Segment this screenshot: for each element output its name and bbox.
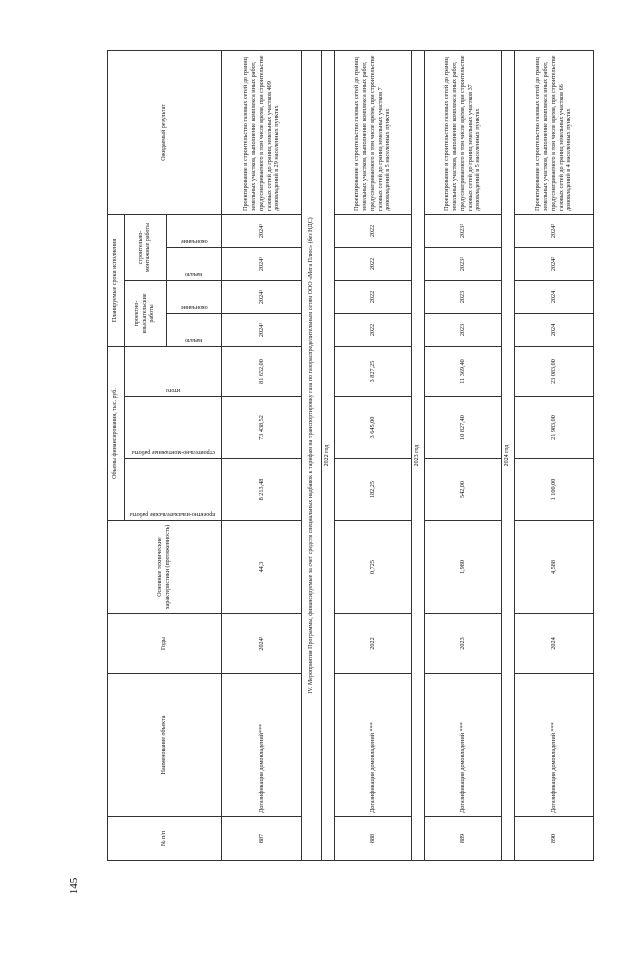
row-construction-start: 2024² (514, 247, 593, 280)
row-fin-design: 1 100,00 (514, 459, 593, 521)
header-characteristics: Основные технические характеристики (протяженность) (108, 521, 222, 614)
header-sched-design: проектно-изыскательские работы (125, 280, 167, 346)
row-design-end: 2023 (424, 280, 501, 313)
header-construction-end: окончание (180, 237, 208, 244)
row-name: Догазификация домовладений *** (334, 674, 411, 817)
row-name: Догазификация домовладений *** (514, 674, 593, 817)
rotated-table-container (107, 51, 594, 861)
row-construction-end: 2022 (334, 214, 411, 247)
header-years: Годы (108, 614, 222, 674)
row-length: 44,3 (222, 521, 302, 614)
page-number: 145 (68, 877, 80, 895)
row-result: Проектирование и строительство газовых сетей до границ земельных участков, выполнение комплекса иных работ, предусматриваемого в том числе время, при строительстве газовых сетей до границ земельных участков 66 домовладений в 4 населенных пунктах (514, 50, 593, 214)
row-fin-construction: 73 438,52 (222, 397, 302, 459)
row-length: 4,588 (514, 521, 593, 614)
row-design-start: 2024¹ (222, 313, 302, 346)
section-title: IV. Мероприятия Программы, финансируемые за счет средств специальных надбавок к тарифам на транспортировку газа по газораспределительным сетям ООО «Мега Плюс» (без НДС) (302, 50, 321, 860)
header-financing: Объемы финансирования, тыс. руб. (108, 346, 125, 520)
row-num: 888 (334, 817, 411, 861)
header-name: Наименование объекта (108, 674, 222, 817)
row-construction-end: 2023² (424, 214, 501, 247)
row-fin-total: 3 827,25 (334, 346, 411, 396)
row-design-end: 2022 (334, 280, 411, 313)
row-year: 2024¹ (222, 614, 302, 674)
table-row (334, 50, 411, 860)
table-row (222, 50, 302, 860)
row-construction-start: 2024¹ (222, 247, 302, 280)
row-fin-construction: 3 645,00 (334, 397, 411, 459)
header-design-end: окончание (180, 303, 208, 310)
row-construction-start: 2022 (334, 247, 411, 280)
row-fin-design: 182,25 (334, 459, 411, 521)
row-num: 889 (424, 817, 501, 861)
row-fin-total: 11 369,40 (424, 346, 501, 396)
table-row (424, 50, 501, 860)
header-fin-design: проектно-изыскательские работы (130, 511, 216, 517)
row-design-start: 2022 (334, 313, 411, 346)
year-heading: 2023 год (411, 50, 424, 860)
row-length: 1,980 (424, 521, 501, 614)
row-design-start: 2024 (514, 313, 593, 346)
row-name: Догазификация домовладений*** (222, 674, 302, 817)
row-result: Проектирование и строительство газовых сетей до границ земельных участков, выполнение комплекса иных работ, предусматриваемого в том числе время, при строительстве газовых сетей до границ земельных участков 37 домовладений в 5 населенных пунктах (424, 50, 501, 214)
header-fin-total: итого (166, 387, 181, 393)
header-result: Ожидаемый результат (108, 50, 222, 214)
year-heading: 2022 год (321, 50, 334, 860)
row-year: 2022 (334, 614, 411, 674)
row-year: 2023 (424, 614, 501, 674)
row-construction-end: 2024¹ (222, 214, 302, 247)
program-table (107, 50, 594, 861)
row-fin-construction: 10 827,40 (424, 397, 501, 459)
year-heading: 2024 год (501, 50, 514, 860)
row-length: 0,725 (334, 521, 411, 614)
header-design-start: начало (185, 336, 203, 343)
header-construction-start: начало (185, 270, 203, 277)
row-name: Догазификация домовладений *** (424, 674, 501, 817)
row-design-end: 2024¹ (222, 280, 302, 313)
row-construction-end: 2024² (514, 214, 593, 247)
header-schedule: Планируемые сроки исполнения (108, 214, 125, 346)
header-num: № п/п (108, 817, 222, 861)
row-fin-total: 23 083,00 (514, 346, 593, 396)
row-result: Проектирование и строительство газовых сетей до границ земельных участков, выполнение комплекса иных работ, предусматриваемого в том числе время, при строительстве газовых сетей до границ земельных участков 409 домовладений в 29 населенных пунктах (222, 50, 302, 214)
row-fin-total: 81 652,00 (222, 346, 302, 396)
row-fin-design: 542,00 (424, 459, 501, 521)
row-num: 887 (222, 817, 302, 861)
header-fin-construction: строительно-монтажные работы (131, 449, 215, 455)
row-num: 890 (514, 817, 593, 861)
row-design-end: 2024 (514, 280, 593, 313)
row-design-start: 2023 (424, 313, 501, 346)
row-construction-start: 2023² (424, 247, 501, 280)
row-result: Проектирование и строительство газовых сетей до границ земельных участков, выполнение комплекса иных работ, предусматриваемого в том числе время, при строительстве газовых сетей до границ земельных участков 7 домовладений в 5 населенных пунктах (334, 50, 411, 214)
row-year: 2024 (514, 614, 593, 674)
table-row (514, 50, 593, 860)
row-fin-construction: 21 983,00 (514, 397, 593, 459)
row-fin-design: 8 213,48 (222, 459, 302, 521)
header-sched-construction: строительно-монтажные работы (125, 214, 167, 280)
